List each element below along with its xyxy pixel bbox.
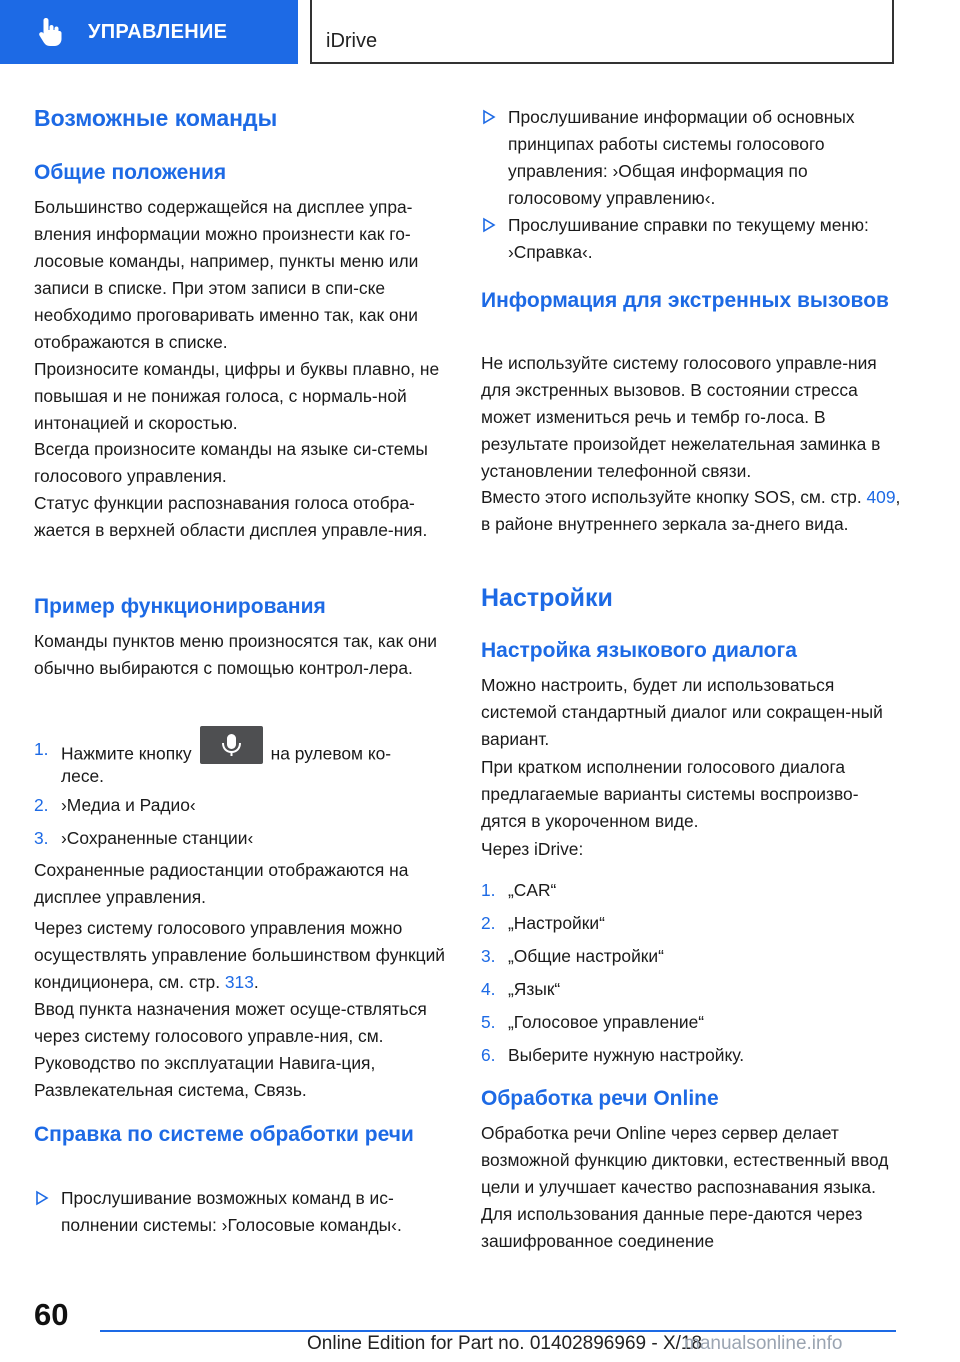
chapter-tab — [310, 0, 894, 64]
list-item — [481, 910, 901, 937]
step-text: „CAR“ — [508, 880, 557, 900]
step-text: лесе. — [61, 766, 105, 786]
language-dialog-heading: Настройка языкового диалога — [481, 639, 797, 662]
step-text: Выберите нужную настройку. — [508, 1045, 745, 1065]
step-text: ›Медиа и Радио‹ — [61, 795, 196, 815]
section-title: УПРАВЛЕНИЕ — [88, 20, 228, 43]
step-text: „Настройки“ — [508, 913, 605, 933]
example-heading: Пример функционирования — [34, 595, 326, 618]
step-number: 5. — [481, 1012, 496, 1032]
list-item — [481, 1009, 901, 1036]
watermark: manualsonline.info — [684, 1333, 843, 1354]
footer-edition: Online Edition for Part no. 01402896969 - X/18 — [307, 1333, 703, 1354]
microphone-button-icon — [200, 726, 263, 764]
emergency-paragraph: Не используйте систему голосового управле-ния для экстренных вызовов. В состоянии стресса может измениться речь и тембр го-лоса. В результате произойдет нежелательная заминка в установлении телефонной связи. — [481, 353, 881, 481]
stations-paragraph: Сохраненные радиостанции отображаются на дисплее управления. — [34, 860, 409, 907]
list-item — [481, 877, 901, 904]
triangle-bullet-icon — [481, 215, 497, 235]
step-text: „Голосовое управление“ — [508, 1012, 705, 1032]
chapter-title: iDrive — [326, 30, 378, 52]
general-paragraph: Большинство содержащейся на дисплее упра-вления информации можно произнести как го-лосовые команды, например, пункты меню или записи в списке. При этом записи в спи-ске необходимо проговаривать именно так, как они отображаются в списке. — [34, 197, 419, 352]
step-number: 3. — [34, 828, 49, 848]
list-item — [34, 825, 452, 852]
emergency-heading: Информация для экстренных вызовов — [481, 289, 889, 312]
page-title: Возможные команды — [34, 105, 278, 131]
section-tab — [0, 0, 298, 64]
list-item — [481, 104, 901, 212]
triangle-bullet-icon — [34, 1188, 50, 1208]
online-paragraph: Обработка речи Online через сервер делает возможной функцию диктовки, естественный ввод цели и улучшает качество распознавания языка. Для использования данные пере-даются через зашифрованное соединение — [481, 1123, 889, 1251]
step-text: на рулевом ко- — [270, 743, 392, 764]
hand-pointer-icon — [34, 15, 68, 49]
step-number: 2. — [481, 913, 496, 933]
list-item — [481, 212, 901, 266]
general-paragraph: Статус функции распознавания голоса отобра-жается в верхней области дисплея управле-ния. — [34, 493, 428, 540]
language-paragraph: Через iDrive: — [481, 839, 584, 859]
step-text: „Общие настройки“ — [508, 946, 664, 966]
page-link[interactable]: 409 — [866, 487, 896, 507]
online-heading: Обработка речи Online — [481, 1087, 719, 1110]
step-number: 1. — [34, 739, 49, 759]
list-item — [481, 1042, 901, 1069]
sos-paragraph: Вместо этого используйте кнопку SOS, см. стр. 409, в районе внутреннего зеркала за-днего вида. — [481, 487, 901, 534]
step-number: 1. — [481, 880, 496, 900]
example-intro: Команды пунктов меню произносятся так, как они обычно выбираются с помощью контрол-лера. — [34, 631, 438, 678]
list-item — [481, 976, 901, 1003]
step-text: „Язык“ — [508, 979, 561, 999]
page-number: 60 — [34, 1297, 69, 1332]
bullet-text: Прослушивание возможных команд в ис-полнении системы: ›Голосовые команды‹. — [61, 1188, 402, 1235]
bullet-text: Прослушивание справки по текущему меню: ›Справка‹. — [508, 215, 869, 262]
navigation-paragraph: Ввод пункта назначения может осуще-ствляться через систему голосового управле-ния, см. Руководство по эксплуатации Навига-ция, Развлекательная система, Связь. — [34, 999, 427, 1100]
language-paragraph: Можно настроить, будет ли использоваться системой стандартный диалог или сокращен-ный вариант. — [481, 675, 883, 749]
triangle-bullet-icon — [481, 107, 497, 127]
list-item — [481, 943, 901, 970]
list-item — [34, 1185, 452, 1239]
help-heading: Справка по системе обработки речи — [34, 1123, 414, 1146]
step-number: 6. — [481, 1045, 496, 1065]
bullet-text: Прослушивание информации об основных принципах работы системы голосового управления: ›Общая информация по голосовому управлению‹. — [508, 107, 855, 208]
climate-paragraph: Через систему голосового управления можно осуществлять управление большинством функций кондиционера, см. стр. 313. — [34, 918, 446, 992]
step-text: ›Сохраненные станции‹ — [61, 828, 254, 848]
step-number: 3. — [481, 946, 496, 966]
step-number: 4. — [481, 979, 496, 999]
page-link[interactable]: 313 — [224, 972, 254, 992]
general-paragraph: Всегда произносите команды на языке си-стемы голосового управления. — [34, 439, 428, 486]
general-paragraph: Произносите команды, цифры и буквы плавно, не повышая и не понижая голоса, с нормаль-ной интонацией и скоростью. — [34, 359, 440, 433]
settings-heading: Настройки — [481, 584, 613, 612]
step-number: 2. — [34, 795, 49, 815]
list-item — [34, 792, 452, 819]
footer-divider — [100, 1330, 896, 1332]
general-heading: Общие положения — [34, 161, 227, 184]
step-text: Нажмите кнопку — [61, 743, 192, 764]
list-item — [34, 736, 452, 790]
language-paragraph: При кратком исполнении голосового диалога предлагаемые варианты системы воспроизво-дятся в укороченном виде. — [481, 757, 859, 831]
